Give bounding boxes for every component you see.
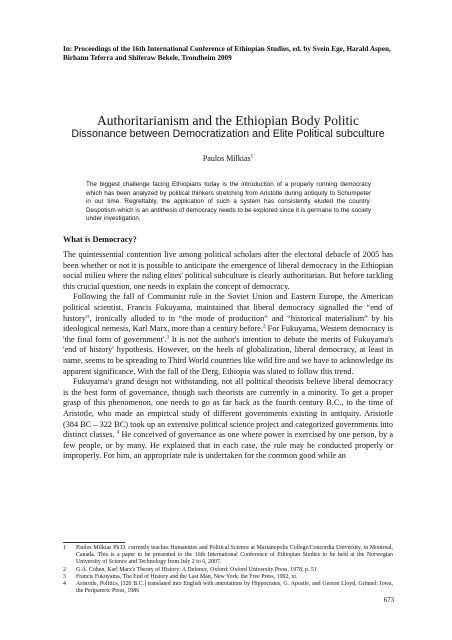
footnote-text: Aristotle, Politics, [320 B.C.] translated into English with annotations by Hippocrates, G. Apostle, and Gerson Lloyd, Grinnel: Iowa, the Peripareric Press, 1986 <box>76 581 393 595</box>
page-number: 673 <box>383 597 394 604</box>
abstract: The biggest challenge facing Ethiopians today is the introduction of a properly running democracy which has been analyzed by political thinkers stretching from Aristotle during antiquity to Schumpeter in our time. Regrettably, the application of such a system has consistently eluded the country. Despotism which is an antithesis of democracy needs to be explored since it is germane to the society under investigation. <box>86 181 371 223</box>
author-name: Paulos Milkias <box>202 154 251 163</box>
section-heading: What is Democracy? <box>63 235 137 244</box>
paper-title: Authoritarianism and the Ethiopian Body Politic <box>96 113 360 128</box>
footnote-4 <box>63 581 393 595</box>
proceedings-citation: In: Proceedings of the 16th International Conference of Ethiopian Studies, ed. by Svein Ege, Harald Aspen, Birhanu Teferra and Shiferaw Bekele, Trondheim 2009 <box>63 45 391 63</box>
paragraph-1: The quintessential contention live among political scholars after the electoral debacle of 2005 has been whether or not it is possible to anticipate the emergence of liberal democracy in the Ethiopian social milieu where the ruling elites' political subculture is clearly authoritarian. But before tackling this crucial question, one needs to explain the concept of democracy. <box>63 250 393 291</box>
footnote-number: 3 <box>63 573 66 580</box>
footnote-text: G.A. Cohen, Karl Marx's Theory of History: A Defence, Oxford: Oxford University Press, 1978, p. 51 <box>76 566 317 573</box>
footnote-1 <box>63 545 393 567</box>
footnote-number: 1 <box>63 545 66 551</box>
footnote-divider <box>63 542 125 543</box>
paragraph-2 <box>63 292 393 377</box>
paragraph-3-text-a: Fukuyama's grand design not withstanding, not all political theorists believe liberal democracy is the best form of governance, though such theorists are currently in a minority. To get a proper grasp of this phenomenon, one needs to go as far back as the fourth century B.C., to the time of Aristotle, who made an empirical study of different governments existing in antiquity. Aristotle (384 BC – 322 BC) took up an extensive political science project and categorized governments into distinct classes. <box>63 377 393 440</box>
author-line <box>63 154 393 164</box>
footnote-ref-3[interactable]: 3 <box>166 335 169 340</box>
footnote-3 <box>63 574 393 581</box>
footnote-2 <box>63 567 393 574</box>
paragraph-2-text-b: For Fukuyama, Western democracy is 'the final form of government'. <box>63 324 394 344</box>
paragraph-3 <box>63 377 393 462</box>
paragraph-2-text-c: It is not the author's intention to debate the merits of Fukuyama's 'end of history' hypothesis. However, on the heels of globalization, liberal democracy, at least in name, seems to be spreading to Third World countries like wild fire and we have to acknowledge its apparent significance. With the fall of the Derg, Ethiopia was slated to follow this trend. <box>63 334 394 376</box>
footnote-text: Francis Fukuyama, The End of History and the Last Man, New York: the Free Press, 1992, xi. <box>76 573 298 580</box>
paragraph-2-text-a: Following the fall of Communist rule in the Soviet Union and Eastern Europe, the American political scientist, Francis Fukuyama, maintained that liberal democracy signalled the “end of history”, ironically alluded to in “the mode of production” and “historical materialism” by his ideological nemesis, Karl Marx, more than a century before. <box>63 292 393 334</box>
footnote-ref-2[interactable]: 2 <box>262 324 266 330</box>
author-footnote-mark[interactable]: 1 <box>250 154 254 160</box>
footnote-text: Paulos Milkias Ph.D. currently teaches Humanities and Political Science at Marianopolis College/Concordia University, in Montreal, Canada. This is a paper to be presented to the 16th International Conference of Ethiopian Studies to be held at the Norwegian University of Science and Technology from July 2 to 6, 2007. <box>76 545 393 566</box>
paragraph-3-text-b: He conceived of governance as one where power is exercised by one person, by a few people, or by many. He explained that in each case, the rule may be conducted properly or improperly. For him, an appropriate rule is undertaken for the common good while an <box>63 430 393 461</box>
footnote-number: 2 <box>63 566 66 573</box>
footnote-ref-4[interactable]: 4 <box>116 430 120 436</box>
paper-subtitle: Dissonance between Democratization and Elite Political subculture <box>71 128 385 140</box>
body-text <box>63 250 393 462</box>
footnote-number: 4 <box>63 581 66 588</box>
footnotes <box>63 545 393 595</box>
